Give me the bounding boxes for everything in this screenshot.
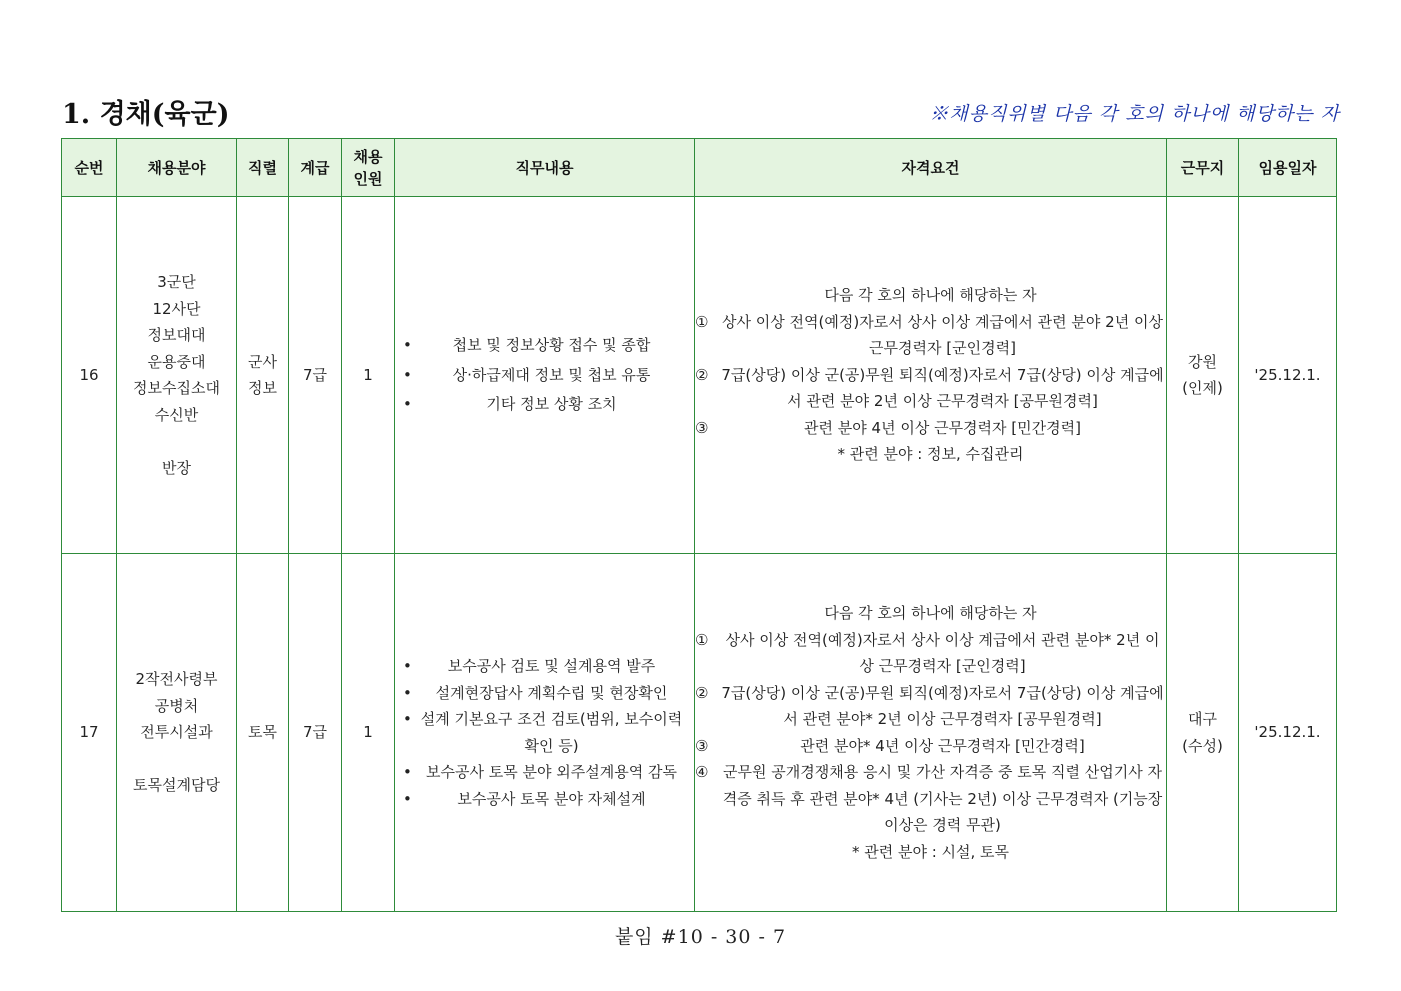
header-qualifications: 자격요건 [695, 139, 1167, 197]
qual-item-text: 상사 이상 전역(예정)자로서 상사 이상 계급에서 관련 분야* 2년 이상 근무경력자 [군인경력] [725, 630, 1160, 675]
qual-item-text: 7급(상당) 이상 군(공)무원 퇴직(예정)자로서 7급(상당) 이상 계급에서 관련 분야* 2년 이상 근무경력자 [공무원경력] [721, 683, 1164, 728]
field-line: 운용중대 [147, 352, 206, 371]
qual-item-number: ② [695, 365, 709, 384]
cell-location [1167, 197, 1239, 554]
cell-count: 1 [342, 554, 395, 912]
series-line: 토목 [248, 723, 277, 742]
cell-qualifications [695, 554, 1167, 912]
header-field: 채용분야 [117, 139, 237, 197]
qual-item [695, 680, 1166, 733]
series-line: 정보 [248, 379, 277, 397]
location-line: (수성) [1182, 736, 1223, 755]
cell-location [1167, 554, 1239, 912]
field-line: 12사단 [152, 299, 201, 318]
duty-item: • 보수공사 토목 분야 자체설계 [403, 786, 686, 813]
cell-grade: 7급 [289, 554, 342, 912]
recruitment-table [61, 138, 1337, 912]
qual-item [695, 415, 1166, 442]
duties-list [395, 653, 694, 812]
duty-item: • 기타 정보 상황 조치 [403, 391, 686, 418]
qual-item-text: 군무원 공개경쟁채용 응시 및 가산 자격증 중 토목 직렬 산업기사 자격증 취득 후 관련 분야* 4년 (기사는 2년) 이상 근무경력자 (기능장 이상은 경력 무관) [722, 763, 1163, 834]
qual-item-number: ① [695, 312, 709, 331]
qual-intro: 다음 각 호의 하나에 해당하는 자 [824, 286, 1037, 305]
header-seq: 순번 [62, 139, 117, 197]
field-line: 정보대대 [147, 326, 206, 344]
qual-item-number: ④ [695, 763, 709, 781]
field-line: 정보수집소대 [133, 379, 220, 397]
cell-date: '25.12.1. [1239, 554, 1337, 912]
location-line: (인제) [1182, 379, 1223, 397]
header-count-line1: 채용 [353, 147, 383, 166]
qual-item-text: 관련 분야* 4년 이상 근무경력자 [민간경력] [800, 736, 1085, 755]
qual-item-number: ③ [695, 736, 709, 755]
table-row [62, 554, 1337, 912]
field-line: 반장 [162, 458, 191, 477]
duty-item: • 설계 기본요구 조건 검토(범위, 보수이력 확인 등) [403, 706, 686, 759]
qual-item-number: ② [695, 683, 709, 702]
cell-count: 1 [342, 197, 395, 554]
location-line: 강원 [1188, 352, 1217, 371]
field-line: 공병처 [154, 696, 199, 715]
cell-field [117, 197, 237, 554]
field-line: 토목설계담당 [133, 776, 220, 795]
qual-item-text: 상사 이상 전역(예정)자로서 상사 이상 계급에서 관련 분야 2년 이상 근무경력자 [군인경력] [722, 312, 1163, 358]
header-duties: 직무내용 [395, 139, 695, 197]
field-line: 3군단 [157, 273, 196, 291]
qual-item [695, 733, 1166, 760]
header-grade: 계급 [289, 139, 342, 197]
qual-note: * 관련 분야 : 정보, 수집관리 [837, 445, 1024, 464]
field-line: 전투시설과 [140, 723, 213, 742]
duty-item: • 상·하급제대 정보 및 첩보 유통 [403, 362, 686, 389]
qual-item [695, 759, 1166, 839]
table-row [62, 197, 1337, 554]
location-line: 대구 [1188, 710, 1217, 728]
duties-list [395, 332, 694, 418]
cell-duties [395, 554, 695, 912]
header-date: 임용일자 [1239, 139, 1337, 197]
field-line [117, 746, 236, 773]
cell-field [117, 554, 237, 912]
qual-item [695, 362, 1166, 415]
duty-item: • 설계현장답사 계획수립 및 현장확인 [403, 680, 686, 707]
qual-item-number: ① [695, 630, 709, 649]
cell-series [237, 197, 289, 554]
cell-series [237, 554, 289, 912]
cell-seq: 16 [62, 197, 117, 554]
header-note: ※채용직위별 다음 각 호의 하나에 해당하는 자 [929, 103, 1340, 125]
cell-qualifications [695, 197, 1167, 554]
cell-grade: 7급 [289, 197, 342, 554]
section-title: 1. 경채(육군) [62, 99, 230, 130]
qual-item [695, 309, 1166, 362]
cell-seq: 17 [62, 554, 117, 912]
header-series: 직렬 [237, 139, 289, 197]
duty-item: • 보수공사 검토 및 설계용역 발주 [403, 653, 686, 680]
qual-item-number: ③ [695, 418, 709, 437]
header-count [342, 139, 395, 197]
field-line [117, 428, 236, 455]
duty-item: • 첩보 및 정보상황 접수 및 종합 [403, 332, 686, 359]
duty-item: • 보수공사 토목 분야 외주설계용역 감독 [403, 759, 686, 786]
qual-item-text: 7급(상당) 이상 군(공)무원 퇴직(예정)자로서 7급(상당) 이상 계급에서 관련 분야 2년 이상 근무경력자 [공무원경력] [721, 365, 1164, 411]
cell-date: '25.12.1. [1239, 197, 1337, 554]
qual-item-text: 관련 분야 4년 이상 근무경력자 [민간경력] [804, 418, 1081, 437]
table-header-row [62, 139, 1337, 197]
page-footer: 붙임 #10 - 30 - 7 [614, 926, 787, 948]
series-line: 군사 [248, 352, 277, 371]
qual-intro: 다음 각 호의 하나에 해당하는 자 [824, 604, 1037, 622]
field-line: 2작전사령부 [135, 670, 218, 689]
qual-note: * 관련 분야 : 시설, 토목 [851, 842, 1010, 861]
qual-item [695, 627, 1166, 680]
header-location: 근무지 [1167, 139, 1239, 197]
field-line: 수신반 [154, 405, 199, 424]
cell-duties [395, 197, 695, 554]
header-count-line2: 인원 [353, 169, 383, 188]
